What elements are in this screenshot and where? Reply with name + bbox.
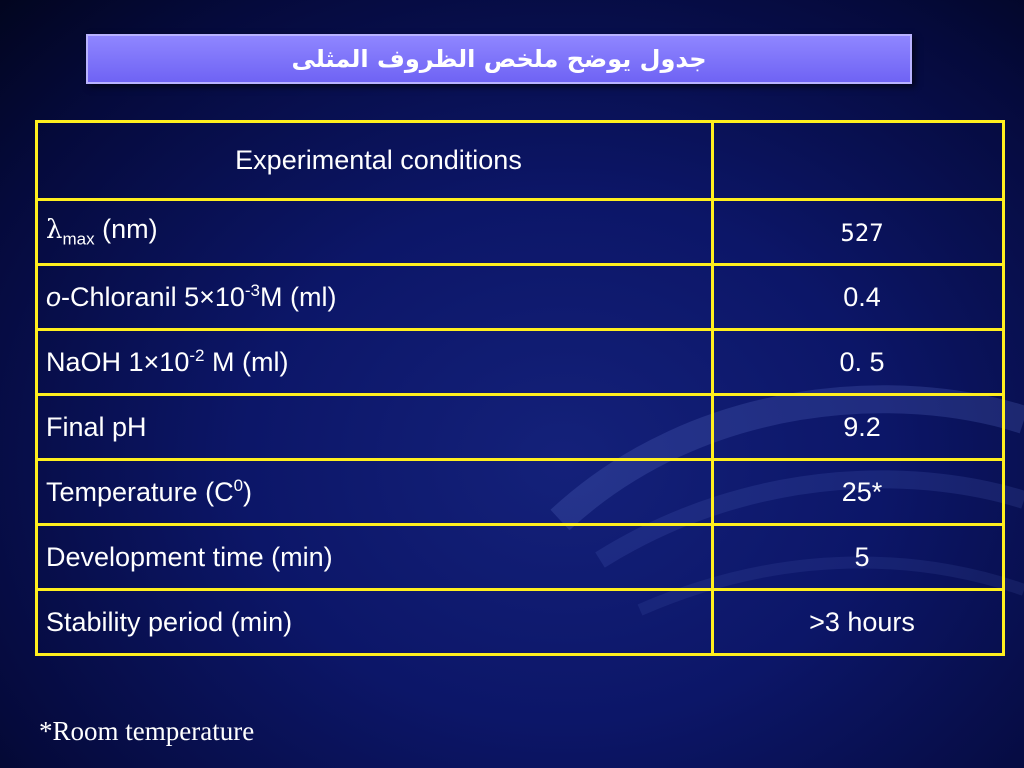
row-value-lambda-max: 527 bbox=[713, 200, 1004, 265]
row-value-chloranil: 0.4 bbox=[713, 265, 1004, 330]
row-label-temperature: Temperature $(C^0)$ bbox=[37, 460, 713, 525]
table-row bbox=[37, 200, 1004, 265]
footnote: *Room temperature bbox=[39, 716, 255, 746]
table-row bbox=[37, 525, 1004, 590]
page-title: جدول يوضح ملخص الظروف المثلى bbox=[291, 45, 707, 73]
title-banner bbox=[86, 34, 912, 84]
row-label-final-ph: Final pH bbox=[37, 395, 713, 460]
row-label-naoh: NaOH $1\times 10^{-2}$ M (ml) bbox=[37, 330, 713, 395]
row-label-development-time: Development time (min) bbox=[37, 525, 713, 590]
row-label-chloranil: o-Chloranil $5\times 10^{-3}M$ (ml) bbox=[37, 265, 713, 330]
row-value-final-ph: 9.2 bbox=[713, 395, 1004, 460]
table-row bbox=[37, 395, 1004, 460]
header-value-cell bbox=[713, 122, 1004, 200]
table-header-row bbox=[37, 122, 1004, 200]
row-label-lambda-max: $\lambda_{max}$ (nm) bbox=[37, 200, 713, 265]
row-label-stability-period: Stability period (min) bbox=[37, 590, 713, 655]
row-value-temperature: 25* bbox=[713, 460, 1004, 525]
row-value-development-time: 5 bbox=[713, 525, 1004, 590]
table-row bbox=[37, 330, 1004, 395]
table-row bbox=[37, 590, 1004, 655]
table-row bbox=[37, 460, 1004, 525]
table-row bbox=[37, 265, 1004, 330]
header-label-cell: Experimental conditions bbox=[37, 122, 713, 200]
row-value-naoh: 0. 5 bbox=[713, 330, 1004, 395]
conditions-table bbox=[35, 120, 1005, 656]
row-value-stability-period: >3 hours bbox=[713, 590, 1004, 655]
